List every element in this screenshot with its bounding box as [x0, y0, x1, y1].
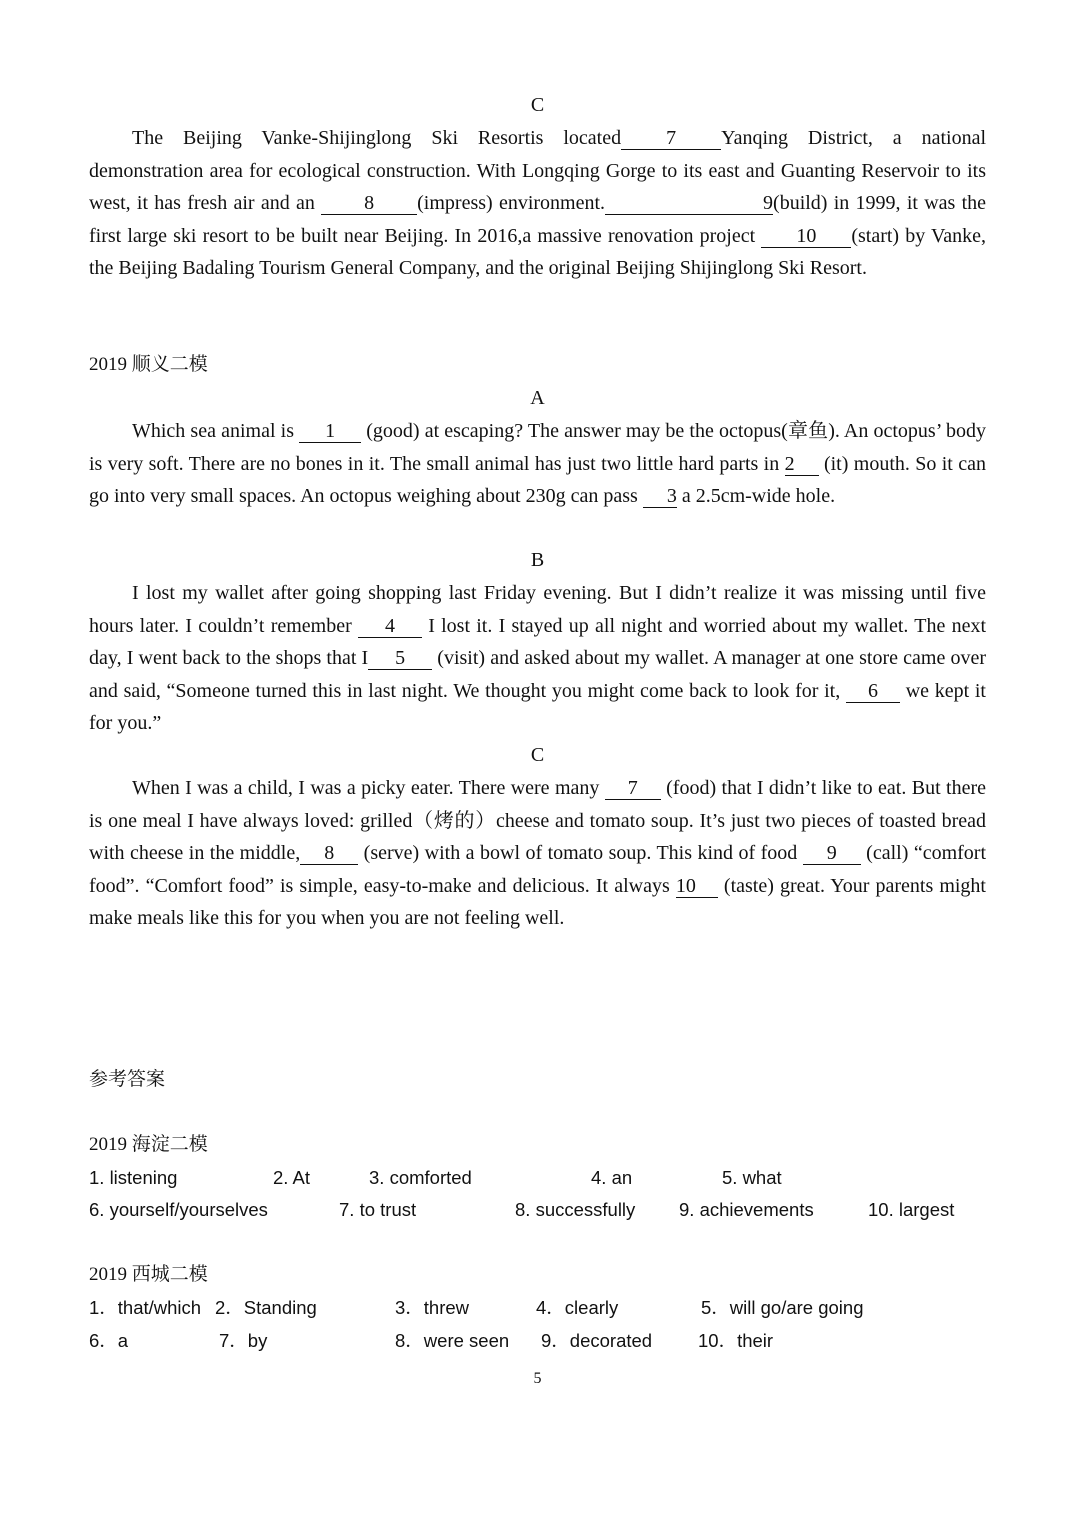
passage-text: a 2.5cm-wide hole. — [676, 485, 836, 507]
passage-text: Yanqing District, a national demonstration area for ecological construction. With Longqing Gorge to its east and Guanting Reservoir to its west, it has fresh air and an — [89, 127, 987, 214]
xicheng-heading: 2019 西城二模 — [89, 1264, 208, 1285]
passage-text: (taste) great. Your parents might make meals like this for you when you are not feeling well. — [89, 874, 986, 929]
answer-item: 8．were seen — [395, 1330, 510, 1351]
passage-text: When I was a child, I was a picky eater. There were many — [132, 777, 605, 799]
passage-text: (impress) environment. — [417, 192, 606, 214]
passage-text: (it) mouth. So it can go into very small spaces. An octopus weighing about 230g can pass — [89, 452, 986, 507]
answer-item: 5．will go/are going — [701, 1297, 864, 1318]
passage-text: (start) by Vanke, the Beijing Badaling Tourism General Company, and the original Beijing Shijinglong Ski Resort. — [89, 224, 986, 279]
answer-item: 10. largest — [868, 1199, 955, 1220]
passage-b-wallet — [89, 577, 986, 740]
answer-item: 10．their — [698, 1330, 774, 1351]
answer-item: 8. successfully — [515, 1199, 636, 1220]
passage-text: we kept it for you.” — [89, 679, 986, 734]
answer-item: 6. yourself/yourselves — [89, 1199, 268, 1220]
answer-item: 1．that/which — [89, 1297, 202, 1318]
passage-text: (serve) with a bowl of tomato soup. This kind of food — [358, 842, 803, 864]
answer-item: 3. comforted — [369, 1167, 472, 1188]
answer-item: 7．by — [219, 1330, 268, 1351]
blank-10[interactable]: 10 — [761, 225, 851, 248]
blank-8[interactable]: 8 — [321, 192, 417, 215]
blank-10b[interactable]: 10 — [676, 875, 718, 898]
answer-item: 3．threw — [395, 1297, 470, 1318]
passage-text: I lost my wallet after going shopping last Friday evening. But I didn’t realize it was missing until five hours later. I couldn’t remember — [89, 582, 986, 637]
page-number: 5 — [533, 1370, 542, 1387]
blank-5[interactable]: 5 — [368, 647, 432, 670]
answer-item: 7. to trust — [339, 1199, 417, 1220]
section-title-c2: C — [530, 744, 545, 766]
answer-item: 5. what — [722, 1167, 782, 1188]
blank-3[interactable]: 3 — [643, 485, 677, 508]
passage-text: (good) at escaping? The answer may be the octopus(章鱼). An octopus’ body is very soft. There are no bones in it. The small animal has just two little hard parts in — [89, 420, 986, 475]
shunyi-heading: 2019 顺义二模 — [89, 354, 208, 375]
blank-8b[interactable]: 8 — [300, 842, 358, 865]
blank-7[interactable]: 7 — [621, 127, 721, 150]
answer-item: 2．Standing — [215, 1297, 317, 1318]
blank-6[interactable]: 6 — [846, 680, 900, 703]
section-title-b: B — [530, 549, 545, 571]
passage-text: (visit) and asked about my wallet. A manager at one store came over and said, “Someone turned this in last night. We thought you might come back to look for it, — [89, 647, 986, 702]
answer-item: 9. achievements — [679, 1199, 814, 1220]
section-title-c: C — [530, 94, 545, 116]
passage-c-comfort-food — [89, 772, 986, 935]
passage-c-ski-resort — [89, 122, 986, 285]
answer-item: 9．decorated — [541, 1330, 653, 1351]
passage-text: (food) that I didn’t like to eat. But there is one meal I have always loved: grilled（烤的）cheese and tomato soup. It’s just two pieces of toasted bread with cheese in the middle, — [89, 777, 986, 864]
answer-item: 6．a — [89, 1330, 129, 1351]
haidian-heading: 2019 海淀二模 — [89, 1134, 208, 1155]
passage-text: (build) in 1999, it was the first large ski resort to be built near Beijing. In 2016,a massive renovation project — [89, 192, 987, 247]
passage-text: Which sea animal is — [132, 420, 300, 442]
blank-9[interactable]: 9 — [605, 192, 773, 215]
blank-2[interactable]: 2 — [785, 453, 819, 476]
blank-9b[interactable]: 9 — [803, 842, 861, 865]
answers-heading: 参考答案 — [89, 1069, 166, 1090]
passage-text: (call) “comfort food”. “Comfort food” is simple, easy-to-make and delicious. It always — [89, 842, 987, 897]
blank-1[interactable]: 1 — [299, 420, 361, 443]
passage-text: The Beijing Vanke-Shijinglong Ski Resortis located — [132, 127, 622, 149]
answer-item: 4．clearly — [536, 1297, 619, 1318]
answer-item: 4. an — [591, 1167, 633, 1188]
passage-text: I lost it. I stayed up all night and worried about my wallet. The next day, I went back to the shops that I — [89, 614, 987, 669]
section-title-a: A — [530, 387, 545, 409]
blank-7b[interactable]: 7 — [605, 777, 661, 800]
blank-4[interactable]: 4 — [358, 615, 422, 638]
answer-item: 1. listening — [89, 1167, 178, 1188]
passage-a-octopus — [89, 415, 986, 513]
answer-item: 2. At — [273, 1167, 311, 1188]
